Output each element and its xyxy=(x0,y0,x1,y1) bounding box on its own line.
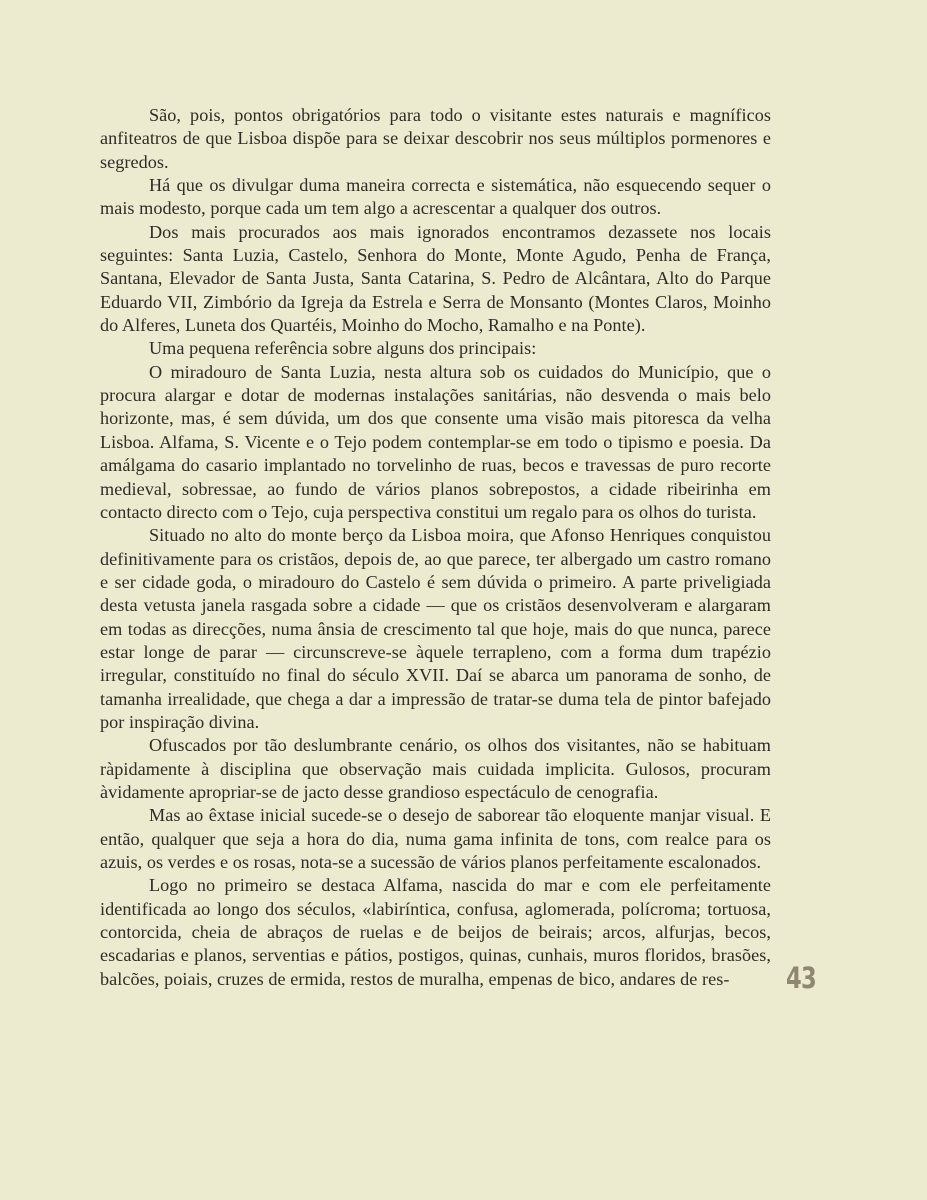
page-number: 43 xyxy=(786,961,816,995)
paragraph-5: O miradouro de Santa Luzia, nesta altura sob os cuidados do Município, que o procura alargar e dotar de modernas instalações sanitárias, não desvenda o mais belo horizonte, mas, é sem dúvida, um dos que consente uma visão mais pitoresca da velha Lisboa. Alfama, S. Vicente e o Tejo podem contemplar-se em todo o tipismo e poesia. Da amálgama do casario implantado no torvelinho de ruas, becos e travessas de puro recorte medieval, sobressae, ao fundo de vários planos sobrepostos, a cidade ribeirinha em contacto directo com o Tejo, cuja perspectiva constitui um regalo para os olhos do turista. xyxy=(100,361,771,522)
body-text xyxy=(100,104,771,991)
paragraph-1: São, pois, pontos obrigatórios para todo o visitante estes naturais e magníficos anfiteatros de que Lisboa dispõe para se deixar descobrir nos seus múltiplos pormenores e segredos. xyxy=(100,105,771,172)
paragraph-8: Mas ao êxtase inicial sucede-se o desejo de saborear tão eloquente manjar visual. E então, qualquer que seja a hora do dia, numa gama infinita de tons, com realce para os azuis, os verdes e os rosas, nota-se a sucessão de vários planos perfeitamente escalonados. xyxy=(100,805,771,872)
paragraph-6: Situado no alto do monte berço da Lisboa moira, que Afonso Henriques conquistou definitivamente para os cristãos, depois de, ao que parece, ter albergado um castro romano e ser cidade goda, o miradouro do Castelo é sem dúvida o primeiro. A parte priveligiada desta vetusta janela rasgada sobre a cidade — que os cristãos desenvolveram e alargaram em todas as direcções, numa ânsia de crescimento tal que hoje, mais do que nunca, parece estar longe de parar — circunscreve-se àquele terrapleno, com a forma dum trapézio irregular, constituído no final do século XVII. Daí se abarca um panorama de sonho, de tamanha irrealidade, que chega a dar a impressão de tratar-se duma tela de pintor bafejado por inspiração divina. xyxy=(100,525,771,732)
paragraph-3: Dos mais procurados aos mais ignorados encontramos dezassete nos locais seguintes: Santa Luzia, Castelo, Senhora do Monte, Monte Agudo, Penha de França, Santana, Elevador de Santa Justa, Santa Catarina, S. Pedro de Alcântara, Alto do Parque Eduardo VII, Zimbório da Igreja da Estrela e Serra de Monsanto (Montes Claros, Moinho do Alferes, Luneta dos Quartéis, Moinho do Mocho, Ramalho e na Ponte). xyxy=(100,221,771,336)
paragraph-4: Uma pequena referência sobre alguns dos principais: xyxy=(149,338,537,359)
paragraph-9: Logo no primeiro se destaca Alfama, nascida do mar e com ele perfeitamente identificada ao longo dos séculos, «labiríntica, confusa, aglomerada, polícroma; tortuosa, contorcida, cheia de abraços de ruelas e de beijos de beirais; arcos, alfurjas, becos, escadarias e planos, serventias e pátios, postigos, quinas, cunhais, muros floridos, brasões, balcões, poiais, cruzes de ermida, restos de muralha, empenas de bico, andares de res- xyxy=(100,875,771,989)
paragraph-2: Há que os divulgar duma maneira correcta e sistemática, não esquecendo sequer o mais modesto, porque cada um tem algo a acrescentar a qualquer dos outros. xyxy=(100,175,771,219)
paragraph-7: Ofuscados por tão deslumbrante cenário, os olhos dos visitantes, não se habituam ràpidamente à disciplina que observação mais cuidada implicita. Gulosos, procuram àvidamente apropriar-se de jacto desse grandioso espectáculo de cenografia. xyxy=(100,735,771,802)
